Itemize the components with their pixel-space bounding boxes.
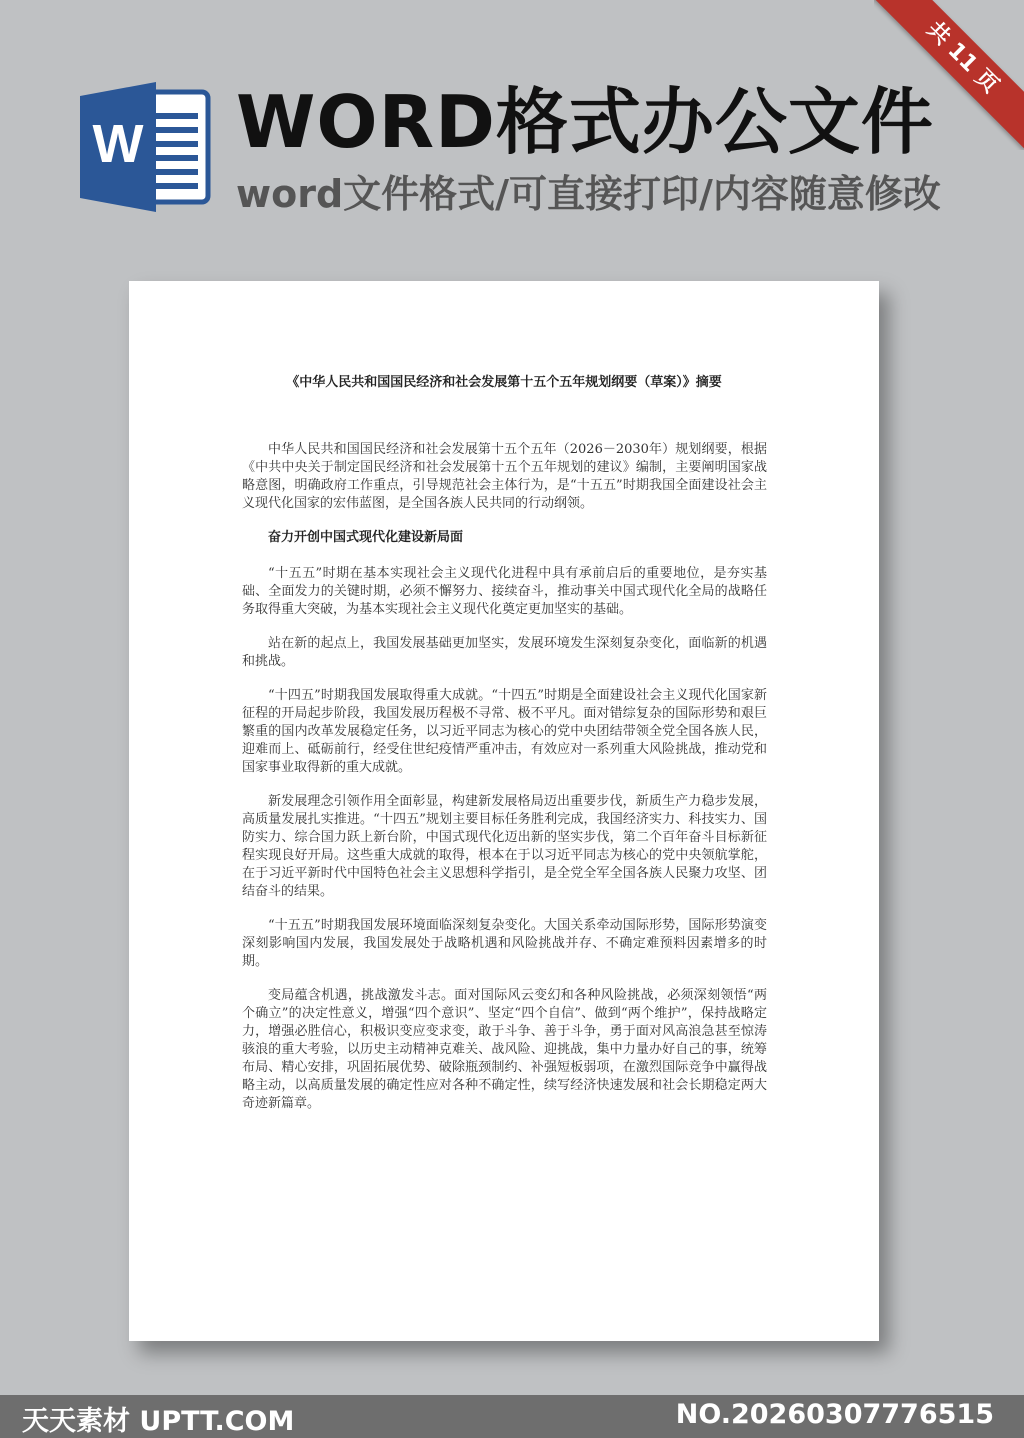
paragraph-intro: 中华人民共和国国民经济和社会发展第十五个五年（2026－2030年）规划纲要，根据《中共中央关于制定国民经济和社会发展第十五个五年规划的建议》编制，主要阐明国家战略意图，明确政府工作重点，引导规范社会主体行为，是“十五五”时期我国全面建设社会主义现代化国家的宏伟蓝图，是全国各族人民共同的行动纲领。 bbox=[242, 442, 767, 511]
page-count-label: 共 11 页 bbox=[874, 0, 1024, 150]
paragraph-2: “十五五”时期在基本实现社会主义现代化进程中具有承前启后的重要地位，是夯实基础、全面发力的关键时期，必须不懈努力、接续奋斗，推动事关中国式现代化全局的战略任务取得重大突破，为基本实现社会主义现代化奠定更加坚实的基础。 bbox=[242, 566, 767, 617]
footer-brand: 天天素材 UPTT.COM bbox=[22, 1406, 295, 1437]
word-icon-letter: W bbox=[92, 114, 144, 174]
document-page bbox=[129, 281, 879, 1341]
document-body bbox=[242, 441, 767, 1129]
paragraph-6: “十五五”时期我国发展环境面临深刻复杂变化。大国关系牵动国际形势，国际形势演变深刻影响国内发展，我国发展处于战略机遇和风险挑战并存、不确定难预料因素增多的时期。 bbox=[242, 918, 767, 969]
document-title: 《中华人民共和国国民经济和社会发展第十五个五年规划纲要（草案）》摘要 bbox=[286, 375, 722, 390]
header-subtitle: word文件格式/可直接打印/内容随意修改 bbox=[236, 172, 941, 216]
header-title: WORD格式办公文件 bbox=[236, 80, 934, 164]
paragraph-4: “十四五”时期我国发展取得重大成就。“十四五”时期是全面建设社会主义现代化国家新征程的开局起步阶段，我国发展历程极不寻常、极不平凡。面对错综复杂的国际形势和艰巨繁重的国内改革发展稳定任务，以习近平同志为核心的党中央团结带领全党全国各族人民，迎难而上、砥砺前行，经受住世纪疫情严重冲击，有效应对一系列重大风险挑战，推动党和国家事业取得新的重大成就。 bbox=[242, 688, 767, 775]
paragraph-7: 变局蕴含机遇，挑战激发斗志。面对国际风云变幻和各种风险挑战，必须深刻领悟“两个确立”的决定性意义，增强“四个意识”、坚定“四个自信”、做到“两个维护”，保持战略定力，增强必胜信心，积极识变应变求变，敢于斗争、善于斗争，勇于面对风高浪急甚至惊涛骇浪的重大考验，以历史主动精神克难关、战风险、迎挑战，集中力量办好自己的事，统筹布局、精心安排，巩固拓展优势、破除瓶颈制约、补强短板弱项，在激烈国际竞争中赢得战略主动，以高质量发展的确定性应对各种不确定性，续写经济快速发展和社会长期稳定两大奇迹新篇章。 bbox=[242, 988, 767, 1111]
paragraph-3: 站在新的起点上，我国发展基础更加坚实，发展环境发生深刻复杂变化，面临新的机遇和挑战。 bbox=[242, 636, 767, 669]
paragraph-5: 新发展理念引领作用全面彰显，构建新发展格局迈出重要步伐，新质生产力稳步发展，高质量发展扎实推进。“十四五”规划主要目标任务胜利完成，我国经济实力、科技实力、国防实力、综合国力跃上新台阶，中国式现代化迈出新的坚实步伐，第二个百年奋斗目标新征程实现良好开局。这些重大成就的取得，根本在于以习近平同志为核心的党中央领航掌舵，在于习近平新时代中国特色社会主义思想科学指引，是全党全军全国各族人民聚力攻坚、团结奋斗的结果。 bbox=[242, 794, 767, 899]
footer-bar bbox=[0, 1395, 1024, 1438]
footer-number: NO.20260307776515 bbox=[675, 1399, 994, 1430]
section-heading: 奋力开创中国式现代化建设新局面 bbox=[268, 530, 464, 545]
word-document-icon bbox=[80, 82, 212, 212]
